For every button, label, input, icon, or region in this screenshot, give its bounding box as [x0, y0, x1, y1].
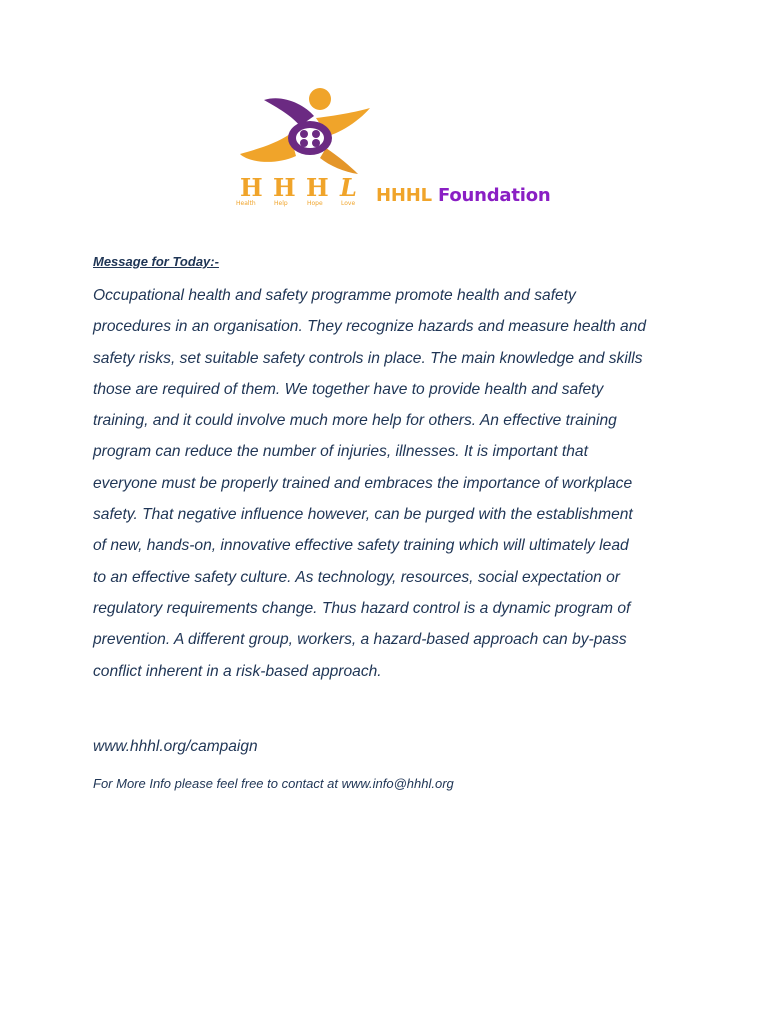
contact-info: For More Info please feel free to contact at www.info@hhhl.org [93, 776, 454, 791]
message-line: prevention. A different group, workers, a hazard-based approach can by-pass [93, 631, 627, 649]
message-line: everyone must be properly trained and embraces the importance of workplace [93, 474, 633, 492]
message-line: safety. That negative influence however, can be purged with the establishment [93, 506, 633, 524]
message-line: regulatory requirements change. Thus hazard control is a dynamic program of [93, 599, 631, 617]
message-line: those are required of them. We together have to provide health and safety [93, 380, 604, 398]
message-line: conflict inherent in a risk-based approach. [93, 662, 382, 680]
org-name [376, 185, 551, 206]
message-heading: Message for Today:- [93, 254, 219, 269]
logo-letter-3: H [306, 173, 329, 202]
org-name-part2: Foundation [437, 185, 551, 206]
hhhl-logo [234, 86, 374, 208]
message-line: procedures in an organisation. They recognize hazards and measure health and [93, 318, 647, 336]
logo-tagline-help: Help [274, 200, 288, 207]
logo-letter-2: H [273, 173, 296, 202]
logo-tagline-love: Love [341, 200, 356, 207]
org-name-part1: HHHL [376, 185, 432, 206]
campaign-website-link[interactable]: www.hhhl.org/campaign [93, 738, 258, 755]
logo-letter-1: H [240, 173, 263, 202]
message-body [93, 280, 683, 687]
message-line: Occupational health and safety programme promote health and safety [93, 287, 576, 304]
logo-tagline-health: Health [236, 200, 256, 207]
message-line: program can reduce the number of injuries, illnesses. It is important that [93, 443, 588, 461]
logo-tagline-hope: Hope [307, 200, 323, 207]
logo-letter-4: L [340, 173, 357, 202]
message-line: training, and it could involve much more help for others. An effective training [93, 412, 617, 430]
message-line: to an effective safety culture. As technology, resources, social expectation or [93, 568, 620, 586]
message-line: safety risks, set suitable safety controls in place. The main knowledge and skills [93, 349, 643, 367]
message-line: of new, hands-on, innovative effective safety training which will ultimately lead [93, 537, 629, 555]
hhhl-logo-graphic [234, 86, 374, 208]
